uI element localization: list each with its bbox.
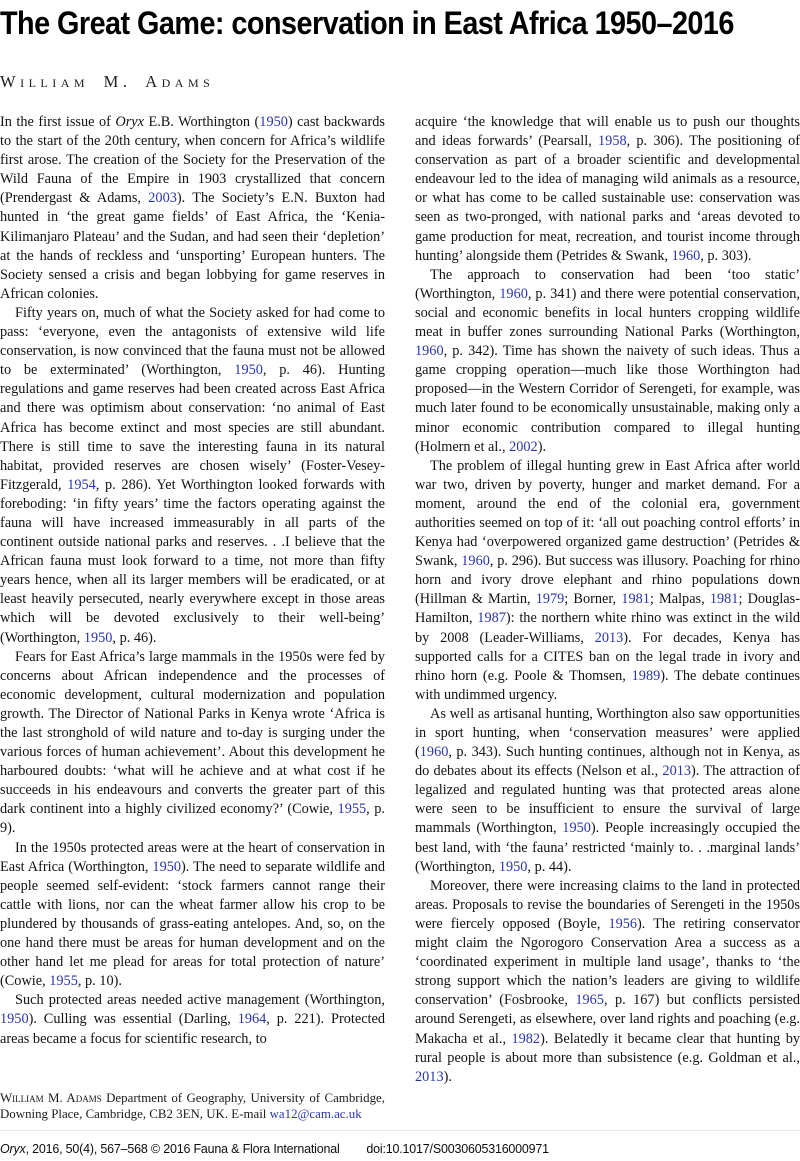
text-run: Fears for East Africa’s large mammals in the 1950s were fed by concerns about African independence and the processes of economic development, cultural modernization and population growth. The Director of National Parks in Kenya wrote ‘Africa is the last stronghold of wild nature and to-day is surging under the various forces of human achievement’. About this development he harboured doubts: ‘what will he achieve and at what cost if he succeeds in his endeavours and converts the greater part of this dark continent into a highly civilized economy?’ (Cowie,: [0, 648, 385, 818]
two-column-body: [0, 113, 800, 1123]
text-run: , p. 9).: [0, 801, 385, 837]
text-run: ; Borner,: [564, 591, 622, 608]
text-run: , 2016, 50(4), 567–568 © 2016 Fauna & Flora International: [25, 1141, 340, 1156]
text-run: Oryx: [0, 1141, 26, 1156]
text-run: William M. Adams: [0, 1090, 102, 1105]
text-run: E.B. Worthington (: [143, 114, 260, 130]
citation-link[interactable]: 1950: [152, 858, 182, 875]
text-run: In the first issue of: [0, 114, 116, 130]
text-run: , p. 167) but conflicts persisted around Serengeti, as elsewhere, over land rights and poaching (e.g. Makacha et al.,: [415, 992, 800, 1047]
citation-link[interactable]: 1955: [337, 801, 367, 818]
text-run: ) cast backwards to the start of the 20th century, when concern for Africa’s wildlife first arose. The creation of the Society for the Preservation of the Wild Fauna of the Empire in 1903 crystallized that concern (Prendergast & Adams,: [0, 114, 385, 207]
text-run: , p. 221). Protected areas became a focus for scientific research, to: [0, 1011, 386, 1047]
paragraph: [415, 705, 800, 877]
citation-link[interactable]: 1960: [671, 247, 701, 264]
text-run: , p. 44).: [527, 858, 572, 875]
text-run: ). The need to separate wildlife and people seemed self-evident: ‘stock farmers cannot range their cattle with lions, nor can the wheat farmer allow his crop to be plundered by thousands of grass-eating antelopes. And, so, on the one hand there must be areas for human development and on the other hand let me plead for areas for total protection of nature’ (Cowie,: [0, 858, 386, 990]
text-run: In the 1950s protected areas were at the heart of conservation in East Africa (Worthington,: [0, 839, 385, 875]
text-run: , p. 10).: [77, 973, 122, 990]
text-run: ; Malpas,: [649, 591, 710, 608]
citation-link[interactable]: 2013: [662, 763, 692, 780]
text-run: ). The retiring conservator might claim the Ngorogoro Conservation Area a success as a ‘coordinated experiment in multiple land usage’, thanks to ‘the strong support which the nation’s leaders are giving to wildlife conservation’ (Fosbrooke,: [415, 915, 800, 1009]
text-run: ).: [537, 438, 547, 455]
author-affiliation-footnote: [0, 1090, 385, 1123]
text-run: ). The debate continues with undimmed urgency.: [415, 667, 800, 703]
citation-link[interactable]: 1960: [419, 744, 449, 761]
text-run: ; Douglas-Hamilton,: [415, 591, 800, 627]
citation-link[interactable]: 1958: [598, 133, 627, 150]
text-run: Oryx: [115, 114, 144, 130]
citation-link[interactable]: 2003: [148, 190, 177, 207]
email-link[interactable]: wa12@cam.ac.uk: [269, 1107, 362, 1122]
text-run: The problem of illegal hunting grew in East Africa after world war two, driven by poverty, hunger and market demand. For a moment, around the end of the colonial era, government authorities seemed on top of it: ‘all out poaching control efforts’ in Kenya had ‘overpowered organized game destruction’ (Petrides & Swank,: [415, 457, 800, 570]
citation-link[interactable]: 2013: [415, 1068, 444, 1085]
text-run: Such protected areas needed active management (Worthington,: [15, 992, 385, 1009]
text-run: , p. 341) and there were potential conservation, social and economic benefits in local hunters cropping wildlife meat in buffer zones surrounding National Parks (Worthington,: [415, 285, 800, 341]
paragraph: [0, 991, 385, 1048]
journal-footer: [0, 1141, 768, 1156]
text-run: , p. 303).: [700, 247, 752, 264]
footer-rule: [0, 1130, 800, 1131]
citation-link[interactable]: 1955: [49, 973, 78, 990]
text-run: Moreover, there were increasing claims to the land in protected areas. Proposals to revise the boundaries of Serengeti in the 1950s were fiercely opposed (Boyle,: [415, 877, 800, 932]
citation-link[interactable]: 1960: [415, 343, 444, 360]
text-run: ). Culling was essential (Darling,: [28, 1011, 238, 1028]
left-column: [0, 113, 385, 1123]
text-run: The approach to conservation had been ‘too static’ (Worthington,: [415, 266, 800, 302]
citation-link[interactable]: 1965: [575, 992, 604, 1009]
citation-link[interactable]: 1950: [83, 629, 113, 646]
paragraph: [0, 113, 385, 304]
citation-link[interactable]: 1960: [461, 553, 490, 570]
text-run: ). Belatedly it became clear that hunting by rural people is about more than subsistence (e.g. Goldman et al.,: [415, 1030, 800, 1066]
citation-link[interactable]: 1956: [608, 915, 638, 932]
text-run: acquire ‘the knowledge that will enable us to push our thoughts and ideas forwards’ (Pearsall,: [415, 114, 800, 150]
text-run: , p. 306). The positioning of conservation as part of a broader scientific and developmental endeavour led to the idea of managing wild animals as a resource, or what has come to be called sustainable use: conservation was seen as two-pronged, with national parks and ‘areas devoted to game production for meat, recreation, and tourist income through hunting’ alongside them (Petrides & Swank,: [415, 133, 800, 264]
text-run: ). People increasingly occupied the best land, with ‘the fauna’ restricted ‘mainly to. . .marginal lands’ (Worthington,: [415, 820, 800, 875]
citation-link[interactable]: 1987: [477, 610, 506, 627]
citation-link[interactable]: 1950: [0, 1011, 29, 1028]
article-title: The Great Game: conservation in East Africa 1950–2016: [0, 5, 734, 41]
citation-link[interactable]: 1989: [631, 667, 661, 684]
text-run: , p. 343). Such hunting continues, although not in Kenya, as do debates about its effects (Nelson et al.,: [415, 744, 800, 780]
paragraph: [415, 457, 800, 705]
citation-link[interactable]: 1950: [562, 820, 591, 837]
citation-link[interactable]: 1950: [259, 114, 288, 130]
paragraph: [0, 304, 385, 648]
citation-link[interactable]: 1964: [237, 1011, 267, 1028]
paragraph: [0, 648, 385, 839]
text-run: As well as artisanal hunting, Worthington also saw opportunities in sport hunting, when ‘conservation measures’ were applied (: [415, 705, 800, 761]
text-run: , p. 46).: [112, 629, 157, 646]
text-run: ). For decades, Kenya has supported calls for a CITES ban on the legal trade in ivory and rhino horn (e.g. Poole & Thomsen,: [415, 629, 800, 684]
text-run: ).: [443, 1068, 452, 1085]
citation-link[interactable]: 1954: [67, 476, 96, 493]
text-run: , p. 342). Time has shown the naivety of such ideas. Thus a game cropping operation—much like those Worthington had proposed—in the Western Corridor of Serengeti, for example, was much later found to be economically unsustainable, making only a minor economic contribution compared to illegal hunting (Holmern et al.,: [415, 343, 800, 455]
text-run: , p. 296). But success was illusory. Poaching for rhino horn and ivory drove elephant and rhino populations down (Hillman & Martin,: [415, 553, 800, 608]
author-name: William M. Adams: [0, 72, 215, 91]
text-run: ): the northern white rhino was extinct in the wild by 2008 (Leader-Williams,: [415, 610, 800, 646]
citation-link[interactable]: 1960: [499, 285, 528, 302]
citation-link[interactable]: 2002: [509, 438, 538, 455]
citation-link[interactable]: 1979: [535, 591, 565, 608]
paragraph: [415, 113, 800, 266]
citation-link[interactable]: 2013: [594, 629, 624, 646]
citation-link[interactable]: 1950: [234, 362, 263, 379]
text-run: Fifty years on, much of what the Society asked for had come to pass: ‘everyone, even the antagonists of extensive wild life conservation, is now convinced that the fauna must not be allowed to be exterminated’ (Worthington,: [0, 304, 385, 379]
text-run: , p. 46). Hunting regulations and game reserves had been created across East Africa and there was optimism about conservation: ‘no animal of East Africa has become extinct and most species are still abundant. There is still time to save the interesting fauna in its natural habitat, provided reserves are chosen wisely’ (Foster-Vesey-Fitzgerald,: [0, 362, 386, 493]
citation-link[interactable]: 1950: [498, 858, 528, 875]
paragraph: [415, 266, 800, 457]
paragraph: [415, 877, 800, 1087]
citation-link[interactable]: 1982: [511, 1030, 541, 1047]
text-run: doi:10.1017/S0030605316000971: [366, 1141, 549, 1156]
text-run: , p. 286). Yet Worthington looked forwards with foreboding: ‘in fifty years’ time the factors operating against the fauna will have increased immeasurably in all parts of the continent outside national parks and reserves. . .I believe that the African fauna must look forward to a time, not more than fifty years hence, when all its larger members will be eradicated, or at least heavily persecuted, nearly everywhere except in those areas which will be devoted exclusively to their well-being’ (Worthington,: [0, 476, 385, 646]
citation-link[interactable]: 1981: [621, 591, 650, 608]
citation-link[interactable]: 1981: [709, 591, 739, 608]
paragraph: [0, 839, 385, 992]
text-run: ). The attraction of legalized and regulated hunting was that protected areas alone were seen to be insufficient to ensure the survival of large mammals (Worthington,: [415, 763, 800, 837]
text-run: ). The Society’s E.N. Buxton had hunted in ‘the great game fields’ of East Africa, the ‘Kenia-Kilimanjaro Plateau’ and the Sudan, and had seen their ‘depletion’ at the hands of reckless and ‘unsporting’ European hunters. The Society sensed a crisis and began lobbying for game reserves in African colonies.: [0, 190, 385, 302]
text-run: Department of Geography, University of Cambridge, Downing Place, Cambridge, CB2 3EN, UK. E-mail: [0, 1090, 385, 1122]
right-column: [415, 113, 800, 1123]
